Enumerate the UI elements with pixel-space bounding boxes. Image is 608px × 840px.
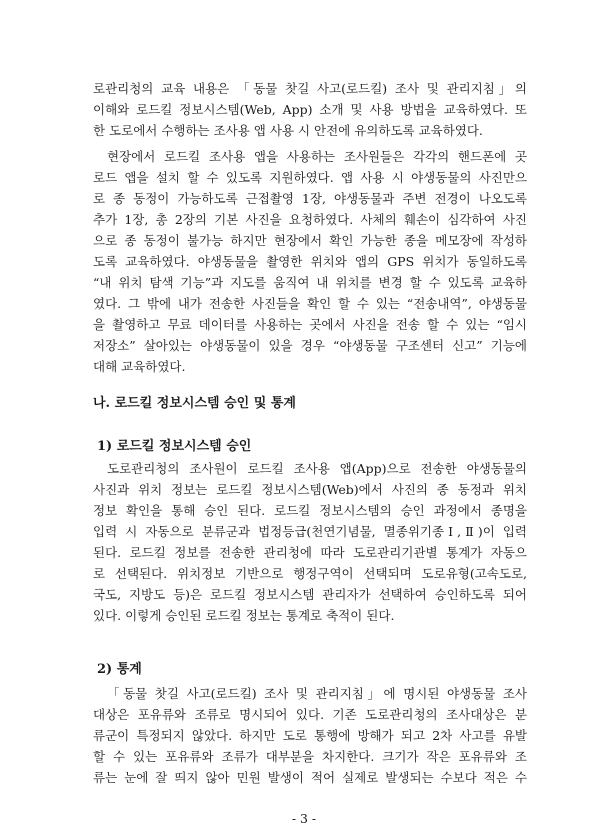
text-line: 된다. 로드킬 정보를 전송한 관리청에 따라 도로관리기관별 통계가 자동으: [93, 545, 527, 560]
text-line: 할 수 있는 포유류와 조류가 대부분을 차지한다. 크기가 작은 포유류와 조: [93, 749, 527, 764]
paragraph-training-content: [93, 78, 527, 141]
text-column: [93, 78, 527, 788]
text-line: 을 촬영하고 무료 데이터를 사용하는 곳에서 사진을 전송 할 수 있는 “임시: [93, 317, 527, 332]
text-line: 현장에서 로드킬 조사용 앱을 사용하는 조사원들은 각각의 핸드폰에 곳: [107, 149, 527, 164]
text-line: 저장소” 살아있는 야생동물이 있을 경우 “야생동물 구조센터 신고” 기능에: [93, 338, 527, 353]
text-line: 추가 1장, 총 2장의 기본 사진을 요청하였다. 사체의 훼손이 심각하여 사진: [93, 212, 527, 227]
text-line: 이해와 로드킬 정보시스템(Web, App) 소개 및 사용 방법을 교육하였다. 또: [93, 102, 527, 117]
subsection-heading-approval: 1) 로드킬 정보시스템 승인: [97, 439, 252, 454]
text-line: 있다. 이렇게 승인된 로드킬 정보는 통계로 축적이 된다.: [93, 608, 395, 623]
text-line: 로드 앱을 설치 할 수 있도록 지원하였다. 앱 사용 시 야생동물의 사진만으: [93, 170, 527, 185]
text-line: 로관리청의 교육 내용은 「동물 찻길 사고(로드킬) 조사 및 관리지침」의: [93, 81, 527, 96]
text-line: 로 종 동정이 가능하도록 근접촬영 1장, 야생동물과 주변 전경이 나오도록: [93, 191, 527, 206]
paragraph-field-app-usage: [93, 146, 527, 377]
text-line: 도록 교육하였다. 야생동물을 촬영한 위치와 앱의 GPS 위치가 동일하도록: [93, 254, 527, 269]
paragraph-statistics: [93, 683, 527, 788]
text-line: 정보 확인을 통해 승인 된다. 로드킬 정보시스템의 승인 과정에서 종명을: [93, 503, 527, 518]
text-line: 대해 교육하였다.: [93, 359, 186, 374]
text-line: 으로 종 동정이 불가능 하지만 현장에서 확인 가능한 종을 메모장에 작성하: [93, 233, 527, 248]
text-line: 입력 시 자동으로 분류군과 법정등급(천연기념물, 멸종위기종Ⅰ,Ⅱ)이 입력: [93, 524, 527, 539]
text-line: 류는 눈에 잘 띄지 않아 민원 발생이 적어 실제로 발생되는 수보다 적은 수: [93, 770, 527, 785]
text-line: 도로관리청의 조사원이 로드킬 조사용 앱(App)으로 전송한 야생동물의: [107, 461, 527, 476]
subsection-heading-statistics: 2) 통계: [97, 662, 142, 677]
text-line: 「동물 찻길 사고(로드킬) 조사 및 관리지침」에 명시된 야생동물 조사: [107, 686, 527, 701]
text-line: 국도, 지방도 등)은 로드킬 정보시스템 관리자가 선택하여 승인하도록 되어: [93, 587, 527, 602]
text-line: 류군이 특정되지 않았다. 하지만 도로 통행에 방해가 되고 2차 사고를 유발: [93, 728, 527, 743]
page-number: - 3 -: [291, 811, 317, 826]
text-line: “내 위치 탐색 기능”과 지도를 움직여 내 위치를 변경 할 수 있도록 교육하: [93, 275, 527, 290]
section-heading: 나. 로드킬 정보시스템 승인 및 통계: [93, 396, 296, 411]
text-line: 대상은 포유류와 조류로 명시되어 있다. 기존 도로관리청의 조사대상은 분: [93, 707, 527, 722]
paragraph-approval: [93, 458, 527, 626]
text-line: 로 선택된다. 위치정보 기반으로 행정구역이 선택되며 도로유형(고속도로,: [93, 566, 527, 581]
text-line: 사진과 위치 정보는 로드킬 정보시스템(Web)에서 사진의 종 동정과 위치: [93, 482, 527, 497]
text-line: 였다. 그 밖에 내가 전송한 사진들을 확인 할 수 있는 “전송내역”, 야생동물: [93, 296, 527, 311]
text-line: 한 도로에서 수행하는 조사용 앱 사용 시 안전에 유의하도록 교육하였다.: [93, 123, 483, 138]
